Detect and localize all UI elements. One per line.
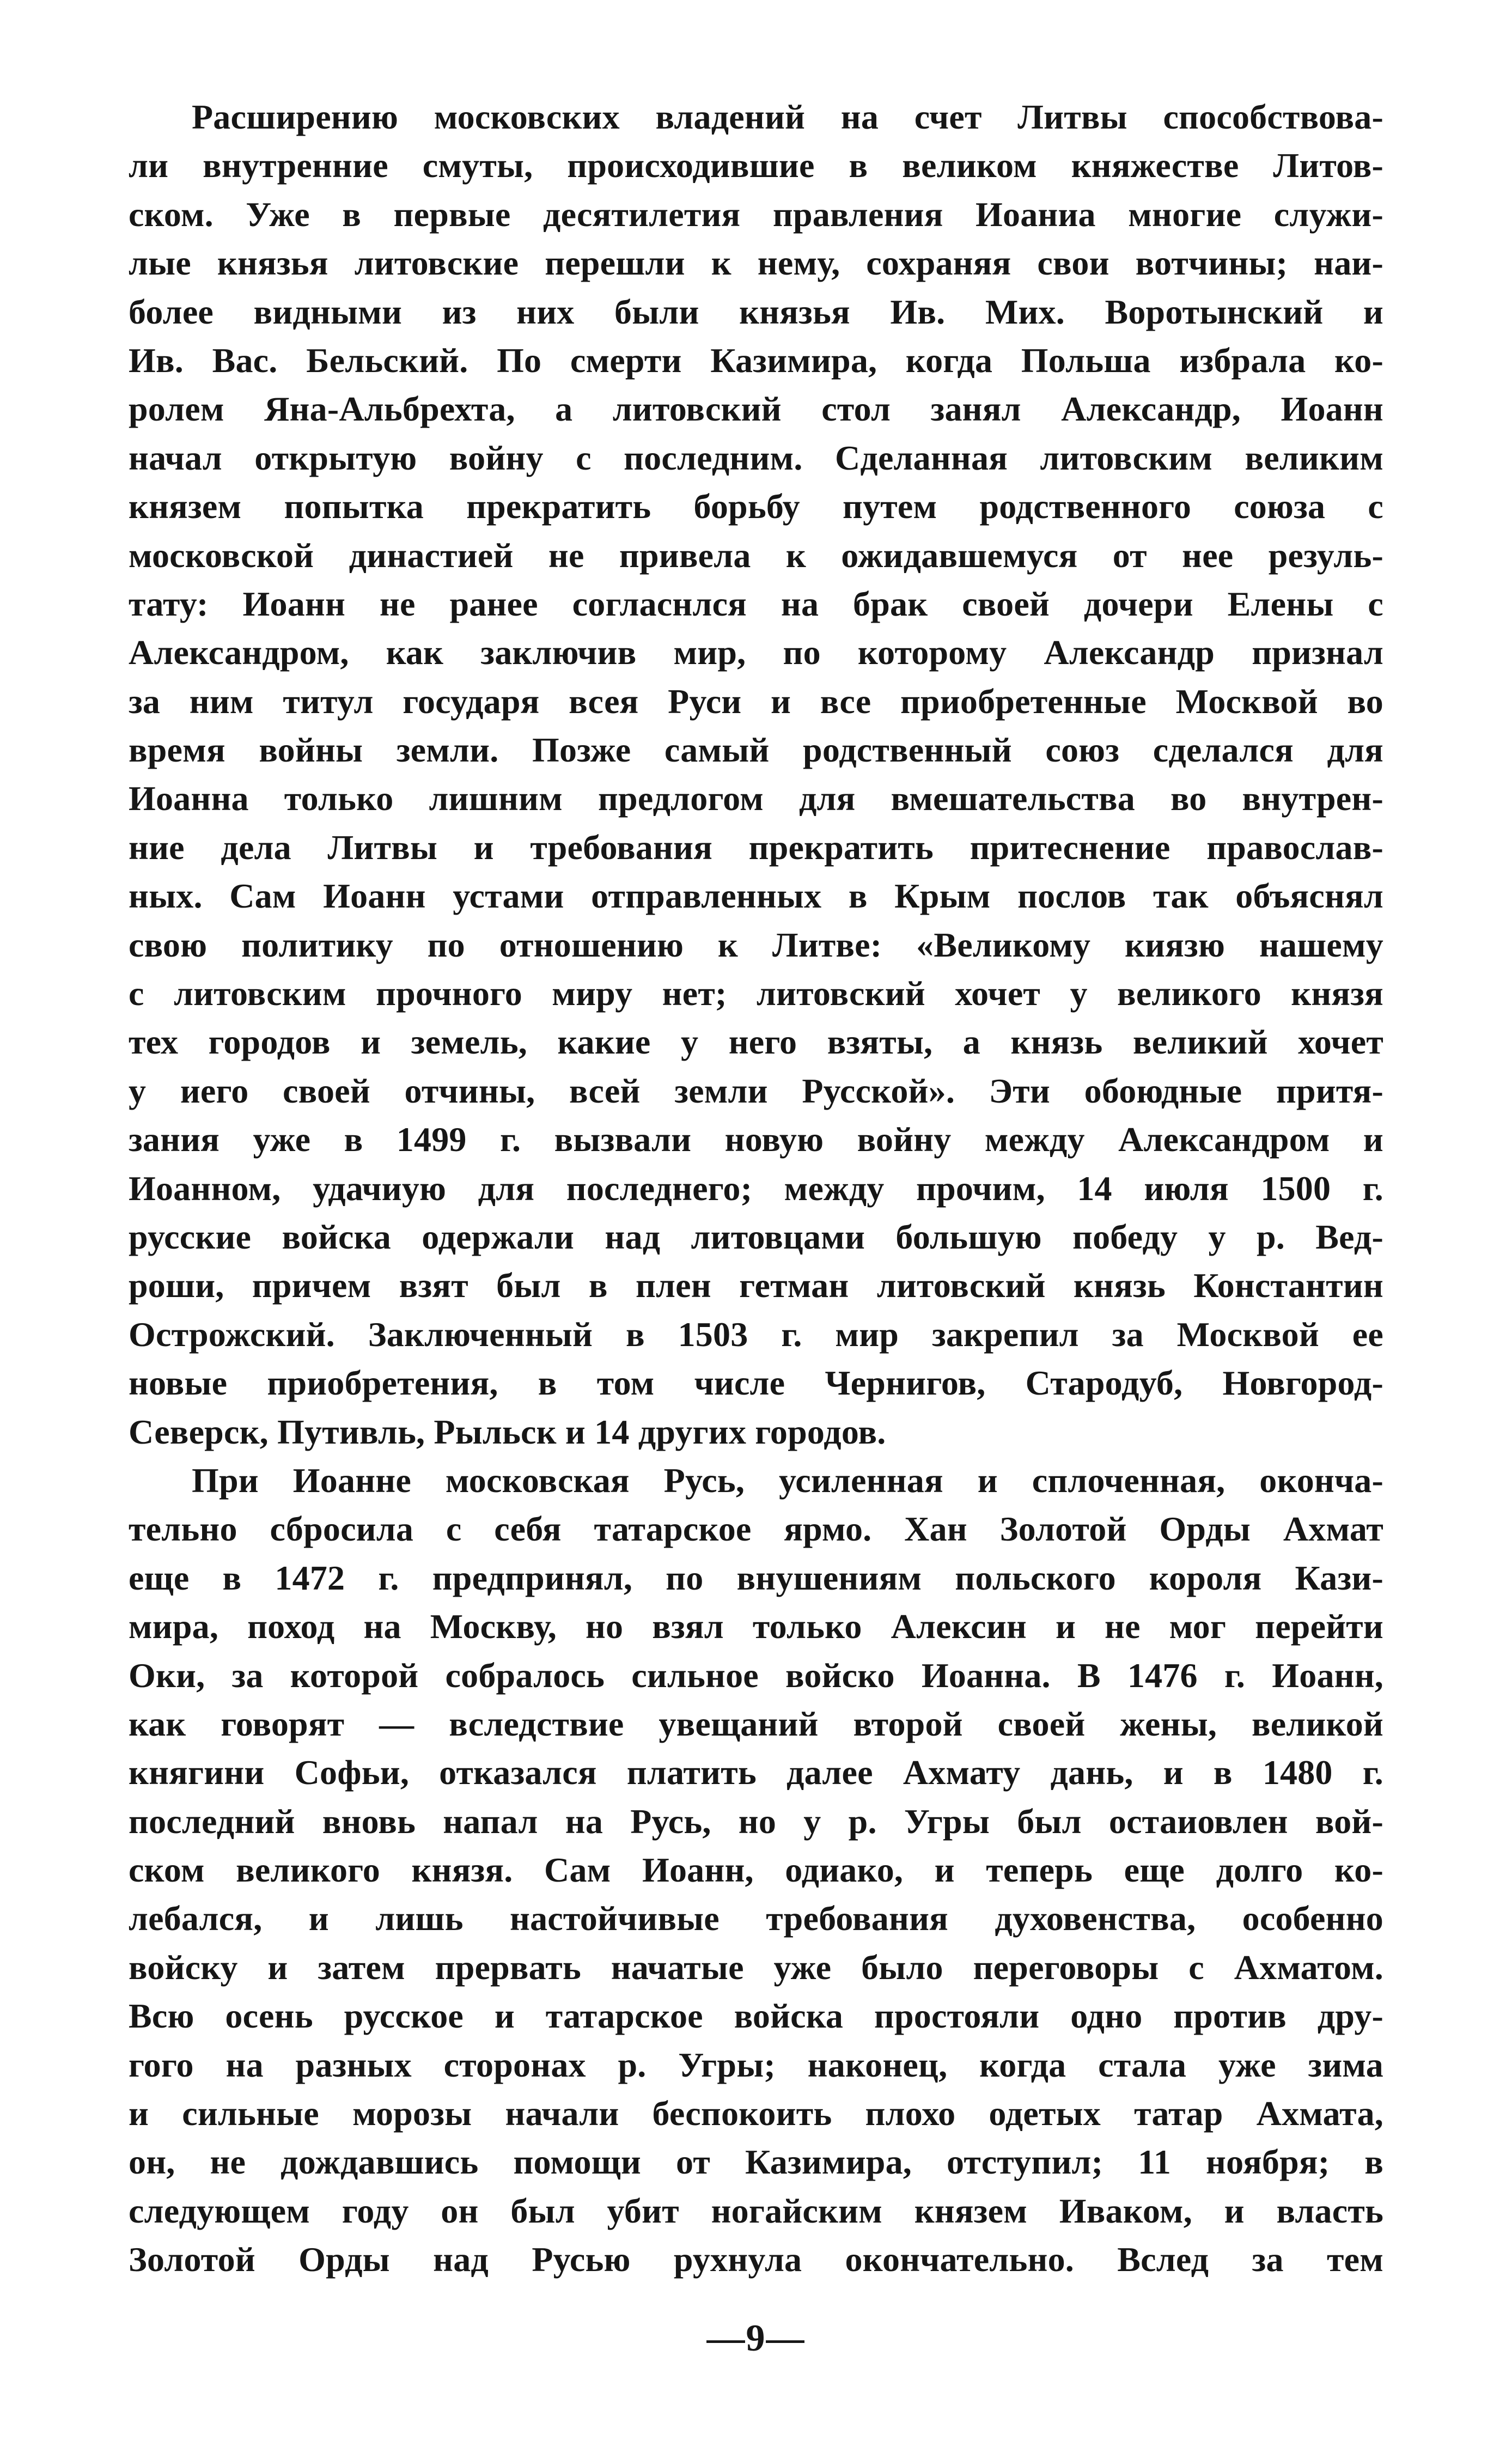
text-line: московской династией не привела к ожидавшемуся от нее резуль-: [129, 535, 1383, 575]
text-line: ском великого князя. Сам Иоанн, одиако, и теперь еще долго ко-: [129, 1851, 1383, 1890]
text-line: Иоанном, удачиую для последнего; между прочим, 14 июля 1500 г.: [129, 1168, 1383, 1208]
text-line: с литовским прочного миру нет; литовский хочет у великого князя: [129, 974, 1383, 1013]
text-line: тату: Иоанн не ранее согласнлся на брак своей дочери Елены с: [129, 584, 1383, 623]
paragraph-2: [129, 1456, 1383, 2284]
text-line: ролем Яна-Альбрехта, а литовский стол занял Александр, Иоанн: [129, 389, 1383, 429]
text-line: новые приобретения, в том числе Чернигов, Стародуб, Новгород-: [129, 1364, 1383, 1403]
text-line: тельно сбросила с себя татарское ярмо. Хан Золотой Орды Ахмат: [129, 1509, 1383, 1549]
text-line: Оки, за которой собралось сильное войско Иоанна. В 1476 г. Иоанн,: [129, 1655, 1383, 1695]
text-line: начал открытую войну с последним. Сделанная литовским великим: [129, 438, 1383, 477]
text-line: русские войска одержали над литовцами большую победу у р. Вед-: [129, 1217, 1383, 1256]
text-line: более видными из них были князья Ив. Мих. Воротынский и: [129, 292, 1383, 331]
text-line: Расширению московских владений на счет Литвы способствова-: [192, 98, 1383, 136]
text-line: роши, причем взят был в плен гетман литовский князь Константин: [129, 1266, 1383, 1305]
text-line: лебался, и лишь настойчивые требования духовенства, особенно: [129, 1899, 1383, 1938]
text-line: Александром, как заключив мир, по которому Александр признал: [129, 633, 1383, 672]
text-line: Северск, Путивль, Рыльск и 14 других городов.: [129, 1412, 886, 1451]
text-line: Золотой Орды над Русью рухнула окончательно. Вслед за тем: [129, 2240, 1383, 2279]
text-line: и сильные морозы начали беспокоить плохо одетых татар Ахмата,: [129, 2094, 1383, 2133]
text-line: за ним титул государя всея Руси и все приобретенные Москвой во: [129, 681, 1383, 721]
text-line: свою политику по отношению к Литве: «Великому киязю нашему: [129, 925, 1383, 964]
text-line: мира, поход на Москву, но взял только Алексин и не мог перейти: [129, 1607, 1383, 1646]
text-line: Ив. Вас. Бельский. По смерти Казимира, когда Польша избрала ко-: [129, 340, 1383, 380]
text-line: он, не дождавшись помощи от Казимира, отступил; 11 ноября; в: [129, 2142, 1383, 2182]
text-line: последний вновь напал на Русь, но у р. Угры был остаиовлен вой-: [129, 1801, 1383, 1841]
text-line: гого на разных сторонах р. Угры; наконец, когда стала уже зима: [129, 2045, 1383, 2084]
page-number: —9—: [706, 2317, 806, 2359]
text-line: князем попытка прекратить борьбу путем родственного союза с: [129, 487, 1383, 526]
text-line: лые князья литовские перешли к нему, сохраняя свои вотчины; наи-: [129, 244, 1383, 283]
text-line: Иоанна только лишним предлогом для вмешательства во внутрен-: [129, 779, 1383, 818]
text-line: еще в 1472 г. предпринял, по внушениям польского короля Кази-: [129, 1558, 1383, 1597]
body-text: [129, 93, 1383, 2284]
text-line: Острожский. Заключенный в 1503 г. мир закрепил за Москвой ее: [129, 1314, 1383, 1354]
text-line: тех городов и земель, какие у него взяты, а князь великий хочет: [129, 1022, 1383, 1062]
text-line: время войны земли. Позже самый родственный союз сделался для: [129, 731, 1383, 770]
text-line: ние дела Литвы и требования прекратить притеснение православ-: [129, 827, 1383, 867]
text-line: как говорят — вследствие увещаний второй своей жены, великой: [129, 1704, 1383, 1743]
text-line: Всю осень русское и татарское войска простояли одно против дру-: [129, 1997, 1383, 2036]
text-line: княгини Софьи, отказался платить далее Ахмату дань, и в 1480 г.: [129, 1753, 1383, 1792]
document-page: [129, 93, 1383, 2359]
text-line: у иего своей отчины, всей земли Русской». Эти обоюдные притя-: [129, 1071, 1383, 1110]
text-line: войску и затем прервать начатые уже было переговоры с Ахматом.: [129, 1947, 1383, 1987]
text-line: следующем году он был убит ногайским князем Иваком, и власть: [129, 2191, 1383, 2230]
text-line: ском. Уже в первые десятилетия правления Иоаниа многие служи-: [129, 194, 1383, 234]
text-line: При Иоанне московская Русь, усиленная и сплоченная, оконча-: [192, 1460, 1383, 1500]
text-line: ли внутренние смуты, происходившие в великом княжестве Литов-: [129, 146, 1383, 185]
text-line: ных. Сам Иоанн устами отправленных в Крым послов так объяснял: [129, 876, 1383, 916]
paragraph-1: [129, 93, 1383, 1456]
text-line: зания уже в 1499 г. вызвали новую войну между Александром и: [129, 1120, 1383, 1159]
